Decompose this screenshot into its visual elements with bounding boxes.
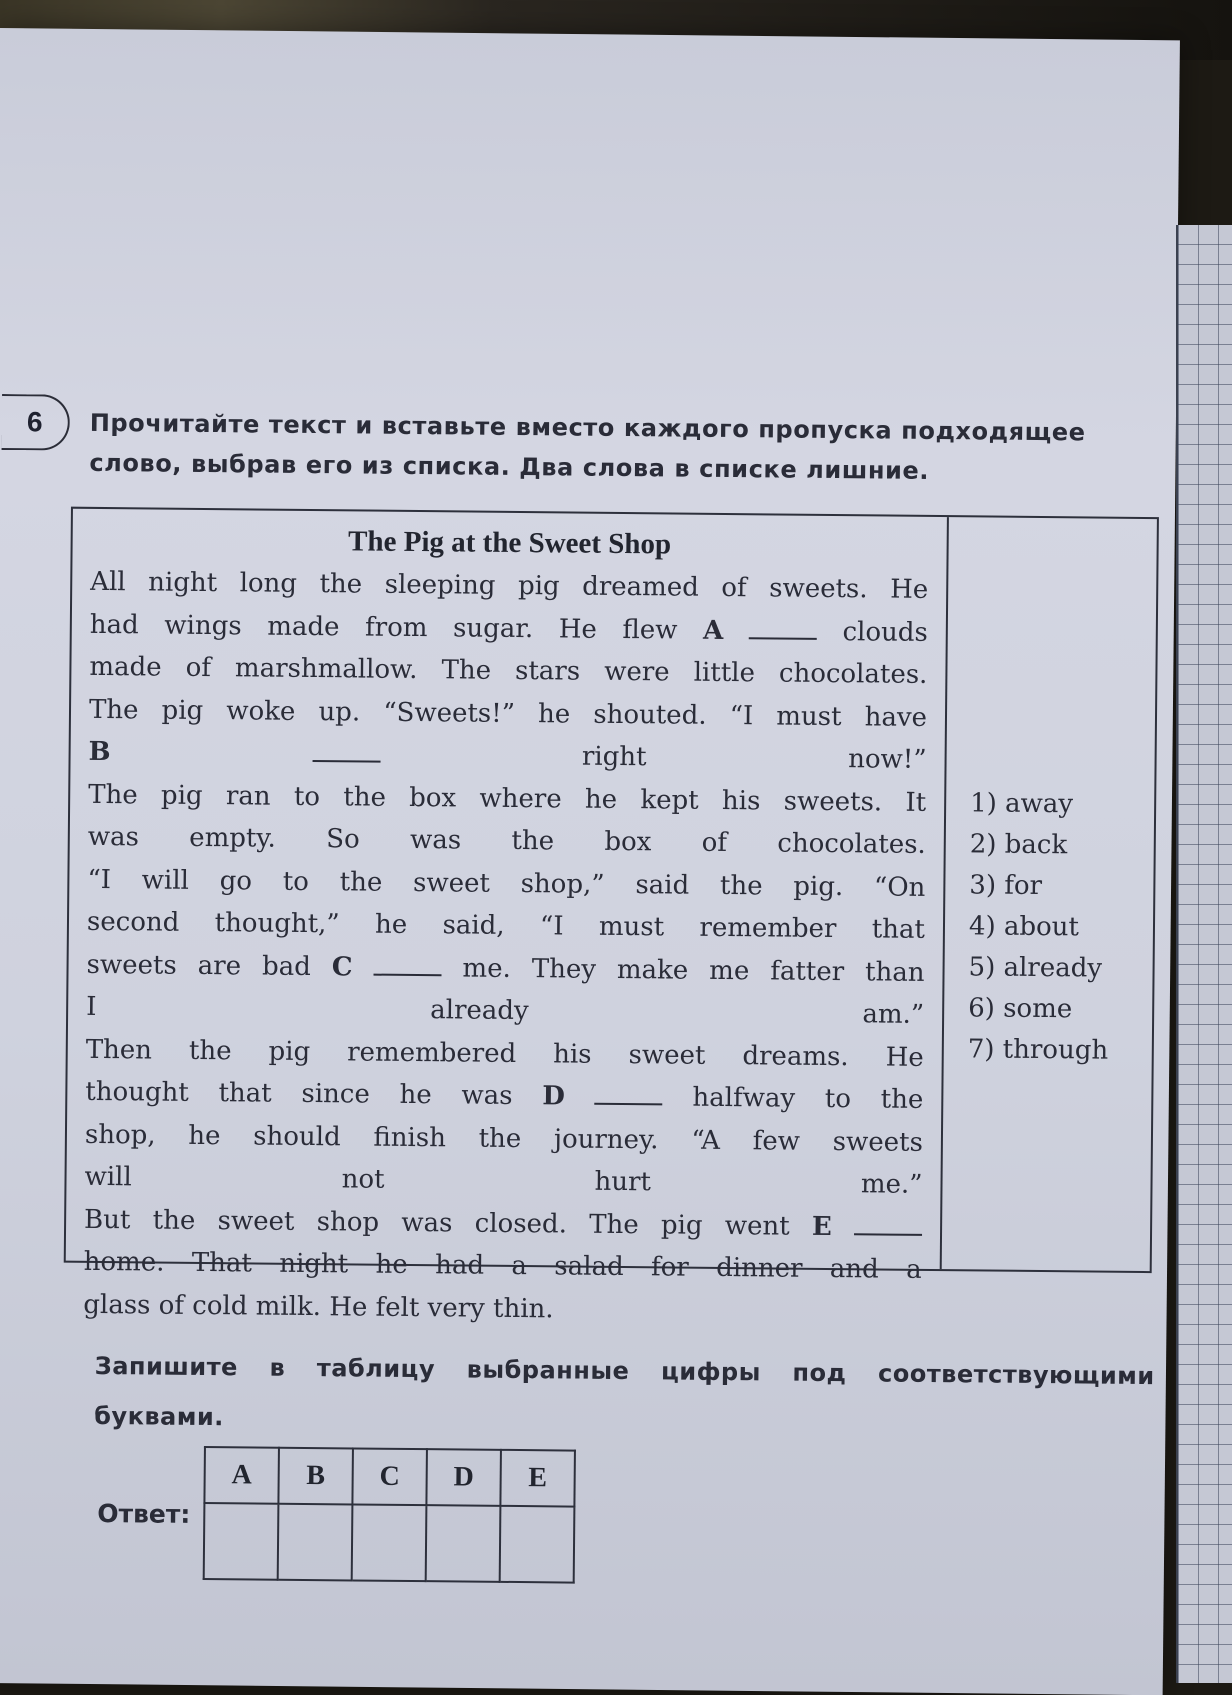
story-line: [84, 1241, 922, 1292]
story-text-segment: me. They make me fatter than: [441, 952, 925, 988]
gap-letter: B: [88, 736, 111, 768]
answer-header-row: [204, 1447, 575, 1507]
answer-instruction: [94, 1341, 1155, 1451]
answer-column-header: D: [426, 1449, 501, 1506]
gap-letter: D: [542, 1081, 566, 1112]
story-text-segment: thought that since he was: [85, 1076, 543, 1112]
instruction-line: Прочитайте текст и вставьте вместо каждого пропуска подходящее: [89, 408, 1086, 447]
story-text-segment: The pig woke up. “Sweets!” he shouted. “I must have: [88, 694, 928, 733]
gap-blank: [312, 738, 380, 763]
answer-column-header: E: [500, 1450, 575, 1507]
story-text-segment: All night long the sleeping pig dreamed of sweets. He: [90, 566, 929, 605]
word-option: 3) for: [969, 870, 1043, 902]
answer-cell-a[interactable]: [204, 1503, 279, 1580]
story-text-segment: I already am.”: [86, 991, 925, 1030]
story-text-segment: clouds: [816, 616, 928, 648]
answer-column-header: C: [352, 1448, 427, 1505]
word-option: 1) away: [970, 788, 1074, 820]
answer-instruction-line: Запишите в таблицу выбранные цифры под соответствующими: [94, 1351, 1155, 1391]
word-option: 2) back: [969, 829, 1068, 861]
story-line: [85, 1071, 923, 1122]
story-text-segment: right now!”: [380, 739, 927, 775]
answer-input-row: [204, 1503, 575, 1583]
answer-table: [203, 1446, 576, 1584]
answer-cell-e[interactable]: [500, 1506, 575, 1583]
story-text-segment: “I will go to the sweet shop,” said the pig. “On: [87, 864, 926, 903]
story-line: [86, 986, 924, 1037]
story-line: [88, 731, 926, 782]
story-text-segment: halfway to the: [662, 1082, 924, 1115]
story-text-segment: But the sweet shop was closed. The pig went: [83, 1204, 813, 1242]
answer-cell-b[interactable]: [278, 1504, 353, 1581]
story-box: [64, 507, 1159, 1324]
gap-letter: E: [811, 1211, 832, 1242]
word-option: 6) some: [968, 993, 1073, 1025]
story-line: [87, 901, 925, 952]
story-line: [83, 1283, 921, 1334]
story-line: [90, 561, 928, 612]
story-text-segment: shop, he should finish the journey. “A few sweets: [84, 1119, 924, 1158]
instruction-line: слово, выбрав его из списка. Два слова в списке лишние.: [89, 448, 930, 485]
story-text-segment: had wings made from sugar. He flew: [89, 609, 704, 646]
word-option: 5) already: [968, 952, 1103, 984]
word-option: 7) through: [967, 1034, 1109, 1066]
story-text-segment: glass of cold milk. He felt very thin.: [83, 1289, 554, 1324]
task-number-badge: 6: [2, 394, 71, 451]
story-text-segment: home. That night he had a salad for dinner and a: [83, 1246, 922, 1285]
story-text-segment: was empty. So was the box of chocolates.: [87, 821, 926, 860]
story-text-segment: made of marshmallow. The stars were little chocolates.: [89, 651, 928, 690]
answer-cell-d[interactable]: [426, 1505, 501, 1582]
answer-instruction-line: буквами.: [94, 1401, 225, 1432]
answer-column-header: B: [278, 1448, 353, 1505]
answer-label: Ответ:: [97, 1498, 191, 1529]
gap-letter: C: [331, 951, 353, 982]
word-option: 4) about: [968, 911, 1080, 943]
gap-blank: [854, 1211, 922, 1236]
story-text: [83, 561, 928, 1334]
word-options-list: [942, 517, 1157, 1271]
story-line: [84, 1156, 922, 1207]
gap-blank: [749, 615, 817, 640]
gap-letter: A: [702, 615, 724, 646]
story-text-segment: will not hurt me.”: [84, 1161, 923, 1200]
story-text-segment: second thought,” he said, “I must remember that: [86, 906, 926, 945]
answer-cell-c[interactable]: [352, 1504, 427, 1581]
gap-blank: [595, 1081, 663, 1106]
gap-blank: [373, 951, 441, 976]
story-title: The Pig at the Sweet Shop: [347, 525, 672, 561]
story-text-segment: Then the pig remembered his sweet dreams. He: [85, 1034, 924, 1073]
task-instruction: [89, 403, 1170, 493]
story-column: [66, 509, 949, 1324]
story-line: [88, 816, 926, 867]
answer-column-header: A: [204, 1447, 279, 1504]
story-line: [89, 646, 927, 697]
story-text-segment: sweets are bad: [86, 949, 332, 982]
story-text-segment: The pig ran to the box where he kept his sweets. It: [88, 779, 927, 818]
